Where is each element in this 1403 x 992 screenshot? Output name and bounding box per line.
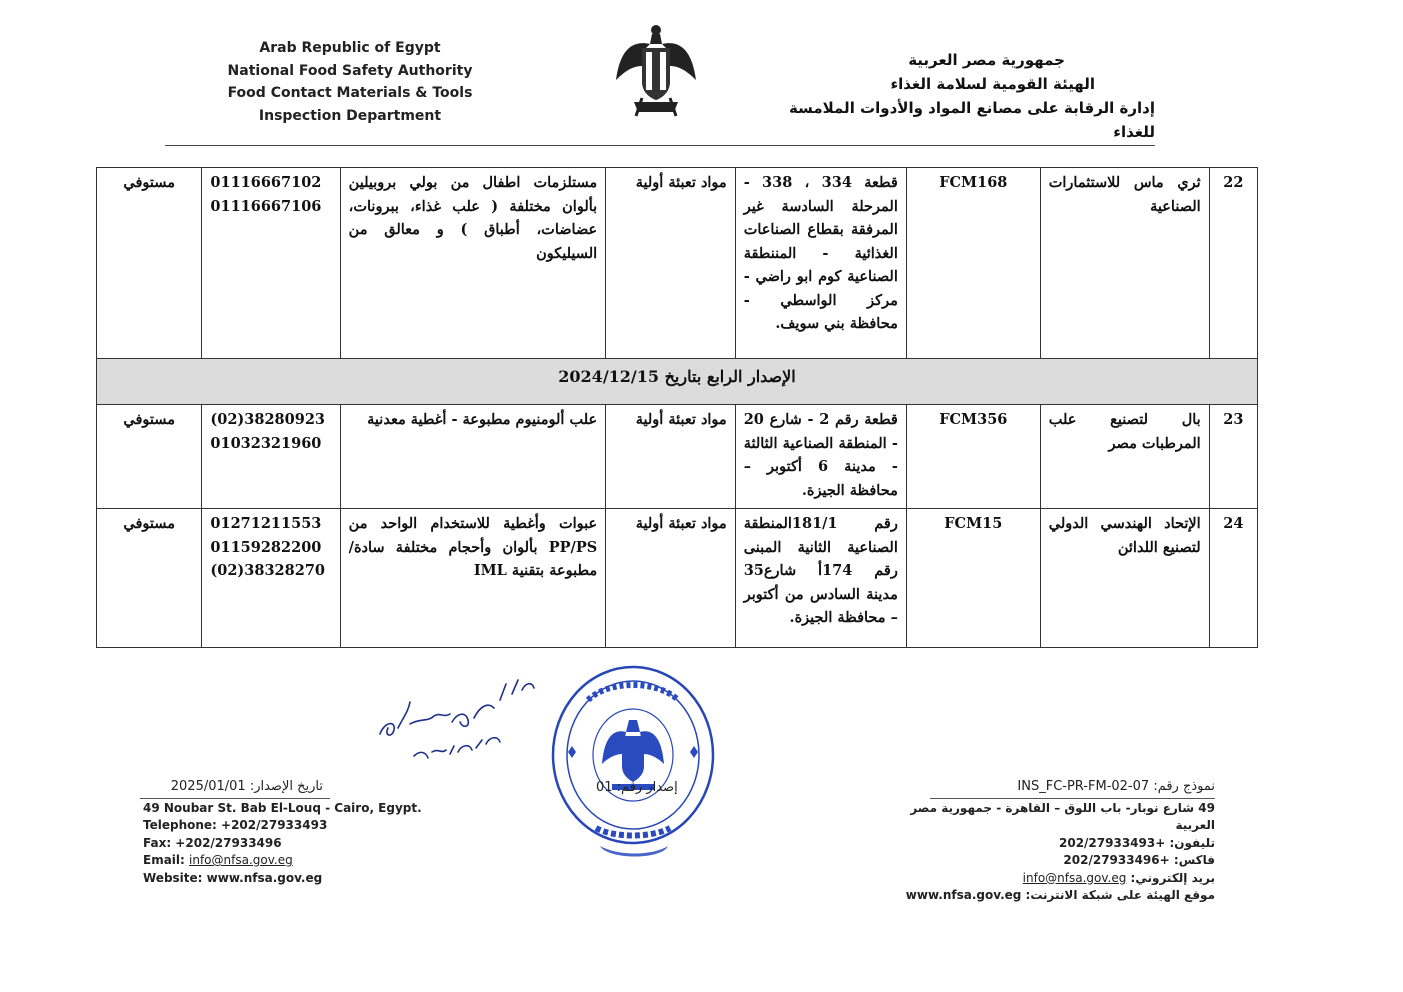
header-en-line: Food Contact Materials & Tools (227, 85, 473, 101)
phone-number: (02)38328270 (210, 562, 326, 579)
phone-number: 01116667106 (210, 197, 322, 215)
header-ar-line: جمهورية مصر العربية (908, 51, 1065, 69)
registration-code: FCM168 (906, 168, 1040, 359)
footer-ar-web-line (880, 887, 1215, 905)
footer-ar-address: 49 شارع نوبار- باب اللوق – القاهرة - جمهورية مصر العربية (910, 800, 1215, 832)
phones (202, 168, 340, 359)
phone-number: 01116667102 (210, 174, 322, 191)
footer-ar-fax: +202/27933496 (1063, 853, 1170, 867)
header-en-line: National Food Safety Authority (227, 62, 473, 79)
header-ar-line: الهيئة القومية لسلامة الغذاء (890, 75, 1095, 93)
phones (202, 509, 340, 648)
edition-number: إصدار رقم: 01 (596, 780, 678, 795)
header-arabic-block (780, 48, 1155, 144)
registration-code: FCM356 (906, 405, 1040, 509)
section-title: الإصدار الرابع بتاريخ 2024/12/15 (97, 359, 1258, 405)
companies-table (96, 167, 1258, 648)
footer-address: 49 Noubar St. Bab El-Louq - Cairo, Egypt. (143, 800, 422, 815)
footer-ar-email-link[interactable]: info@nfsa.gov.eg (1022, 870, 1127, 885)
registration-code: FCM15 (906, 509, 1040, 648)
status: مستوفي (97, 168, 202, 359)
row-number: 24 (1209, 509, 1257, 648)
footer-ar-fax-label: فاكس: (1173, 853, 1215, 867)
footer-english (143, 778, 422, 887)
company-name: الإتحاد الهندسي الدولي لتصنيع اللدائن (1040, 509, 1209, 648)
footer-ar-web-label: موقع الهيئة على شبكة الانترنت: (1025, 888, 1215, 902)
issue-date-label: تاريخ الإصدار: (249, 779, 323, 794)
phone-number: 01159282200 (210, 538, 322, 556)
header-english-block (200, 37, 500, 127)
products: علب ألومنيوم مطبوعة - أغطية معدنية (340, 405, 606, 509)
phones (202, 405, 340, 509)
form-number-line (880, 778, 1215, 796)
footer-email-line (143, 852, 422, 870)
official-stamp-seal (548, 660, 718, 870)
footer-phone: Telephone: +202/27933493 (143, 818, 328, 832)
company-address: قطعة 334 ، 338 - المرحلة السادسة غير المرفقة بقطاع الصناعات الغذائية - المننطقة الصناعية كوم ابو راضي - مركز الواسطي - محافظة بني سويف. (735, 168, 906, 359)
footer-arabic (880, 778, 1215, 905)
header-ar-line: إدارة الرقابة على مصانع المواد والأدوات الملامسة للغذاء (788, 99, 1155, 141)
material-category: مواد تعبئة أولية (606, 405, 735, 509)
status: مستوفي (97, 405, 202, 509)
company-address: قطعة رقم 2 - شارع 20 - المنطقة الصناعية الثالثة - مدينة 6 أكتوبر – محافظة الجيزة. (735, 405, 906, 509)
header-en-line: Arab Republic of Egypt (259, 40, 441, 56)
footer-ar-email-line (880, 870, 1215, 888)
header-en-line: Inspection Department (258, 107, 442, 124)
company-name: ثري ماس للاستثمارات الصناعية (1040, 168, 1209, 359)
products: مستلزمات اطفال من بولي بروبيلين بألوان مختلفة ( علب غذاء، ببرونات، عضاضات، أطباق ) و معالق من السيليكون (340, 168, 606, 359)
issue-date-line (143, 778, 331, 796)
footer-ar-web-link[interactable]: www.nfsa.gov.eg (905, 888, 1022, 902)
table-row (97, 509, 1258, 648)
footer-email-label: Email: (143, 853, 185, 867)
footer-ar-fax-line (880, 852, 1215, 870)
row-number: 23 (1209, 405, 1257, 509)
footer-ar-phone: +202/27933493 (1059, 835, 1166, 850)
section-row (97, 359, 1258, 405)
footer-fax: Fax: +202/27933496 (143, 835, 282, 850)
footer-ar-phone-label: تليفون: (1169, 835, 1215, 850)
phone-number: (02)38280923 (210, 411, 326, 428)
company-address: رقم 181/1المنطقة الصناعية الثانية المبنى رقم 174أ شارع35 مدينة السادس من أكتوبر – محافظة الجيزة. (735, 509, 906, 648)
handwritten-signature (370, 672, 550, 772)
material-category: مواد تعبئة أولية (606, 509, 735, 648)
form-number-label: نموذج رقم: (1153, 779, 1215, 794)
footer-ar-phone-line (880, 835, 1215, 853)
footer-email-link[interactable]: info@nfsa.gov.eg (189, 853, 293, 867)
table-row (97, 405, 1258, 509)
table-row (97, 168, 1258, 359)
phone-number: 01271211553 (210, 515, 322, 532)
form-number: INS_FC-PR-FM-02-07 (1017, 779, 1150, 794)
header-divider (165, 145, 1155, 146)
issue-date: 2025/01/01 (170, 779, 246, 794)
products: عبوات وأغطية للاستخدام الواحد من PP/PS بألوان وأحجام مختلفة سادة/ مطبوعة بتقنية IML (340, 509, 606, 648)
egypt-eagle-emblem-icon (612, 20, 700, 120)
footer-website[interactable]: Website: www.nfsa.gov.eg (143, 870, 323, 885)
status: مستوفي (97, 509, 202, 648)
footer-ar-email-label: بريد إلكتروني: (1130, 870, 1215, 885)
company-name: بال لتصنيع علب المرطبات مصر (1040, 405, 1209, 509)
row-number: 22 (1209, 168, 1257, 359)
phone-number: 01032321960 (210, 434, 322, 452)
material-category: مواد تعبئة أولية (606, 168, 735, 359)
